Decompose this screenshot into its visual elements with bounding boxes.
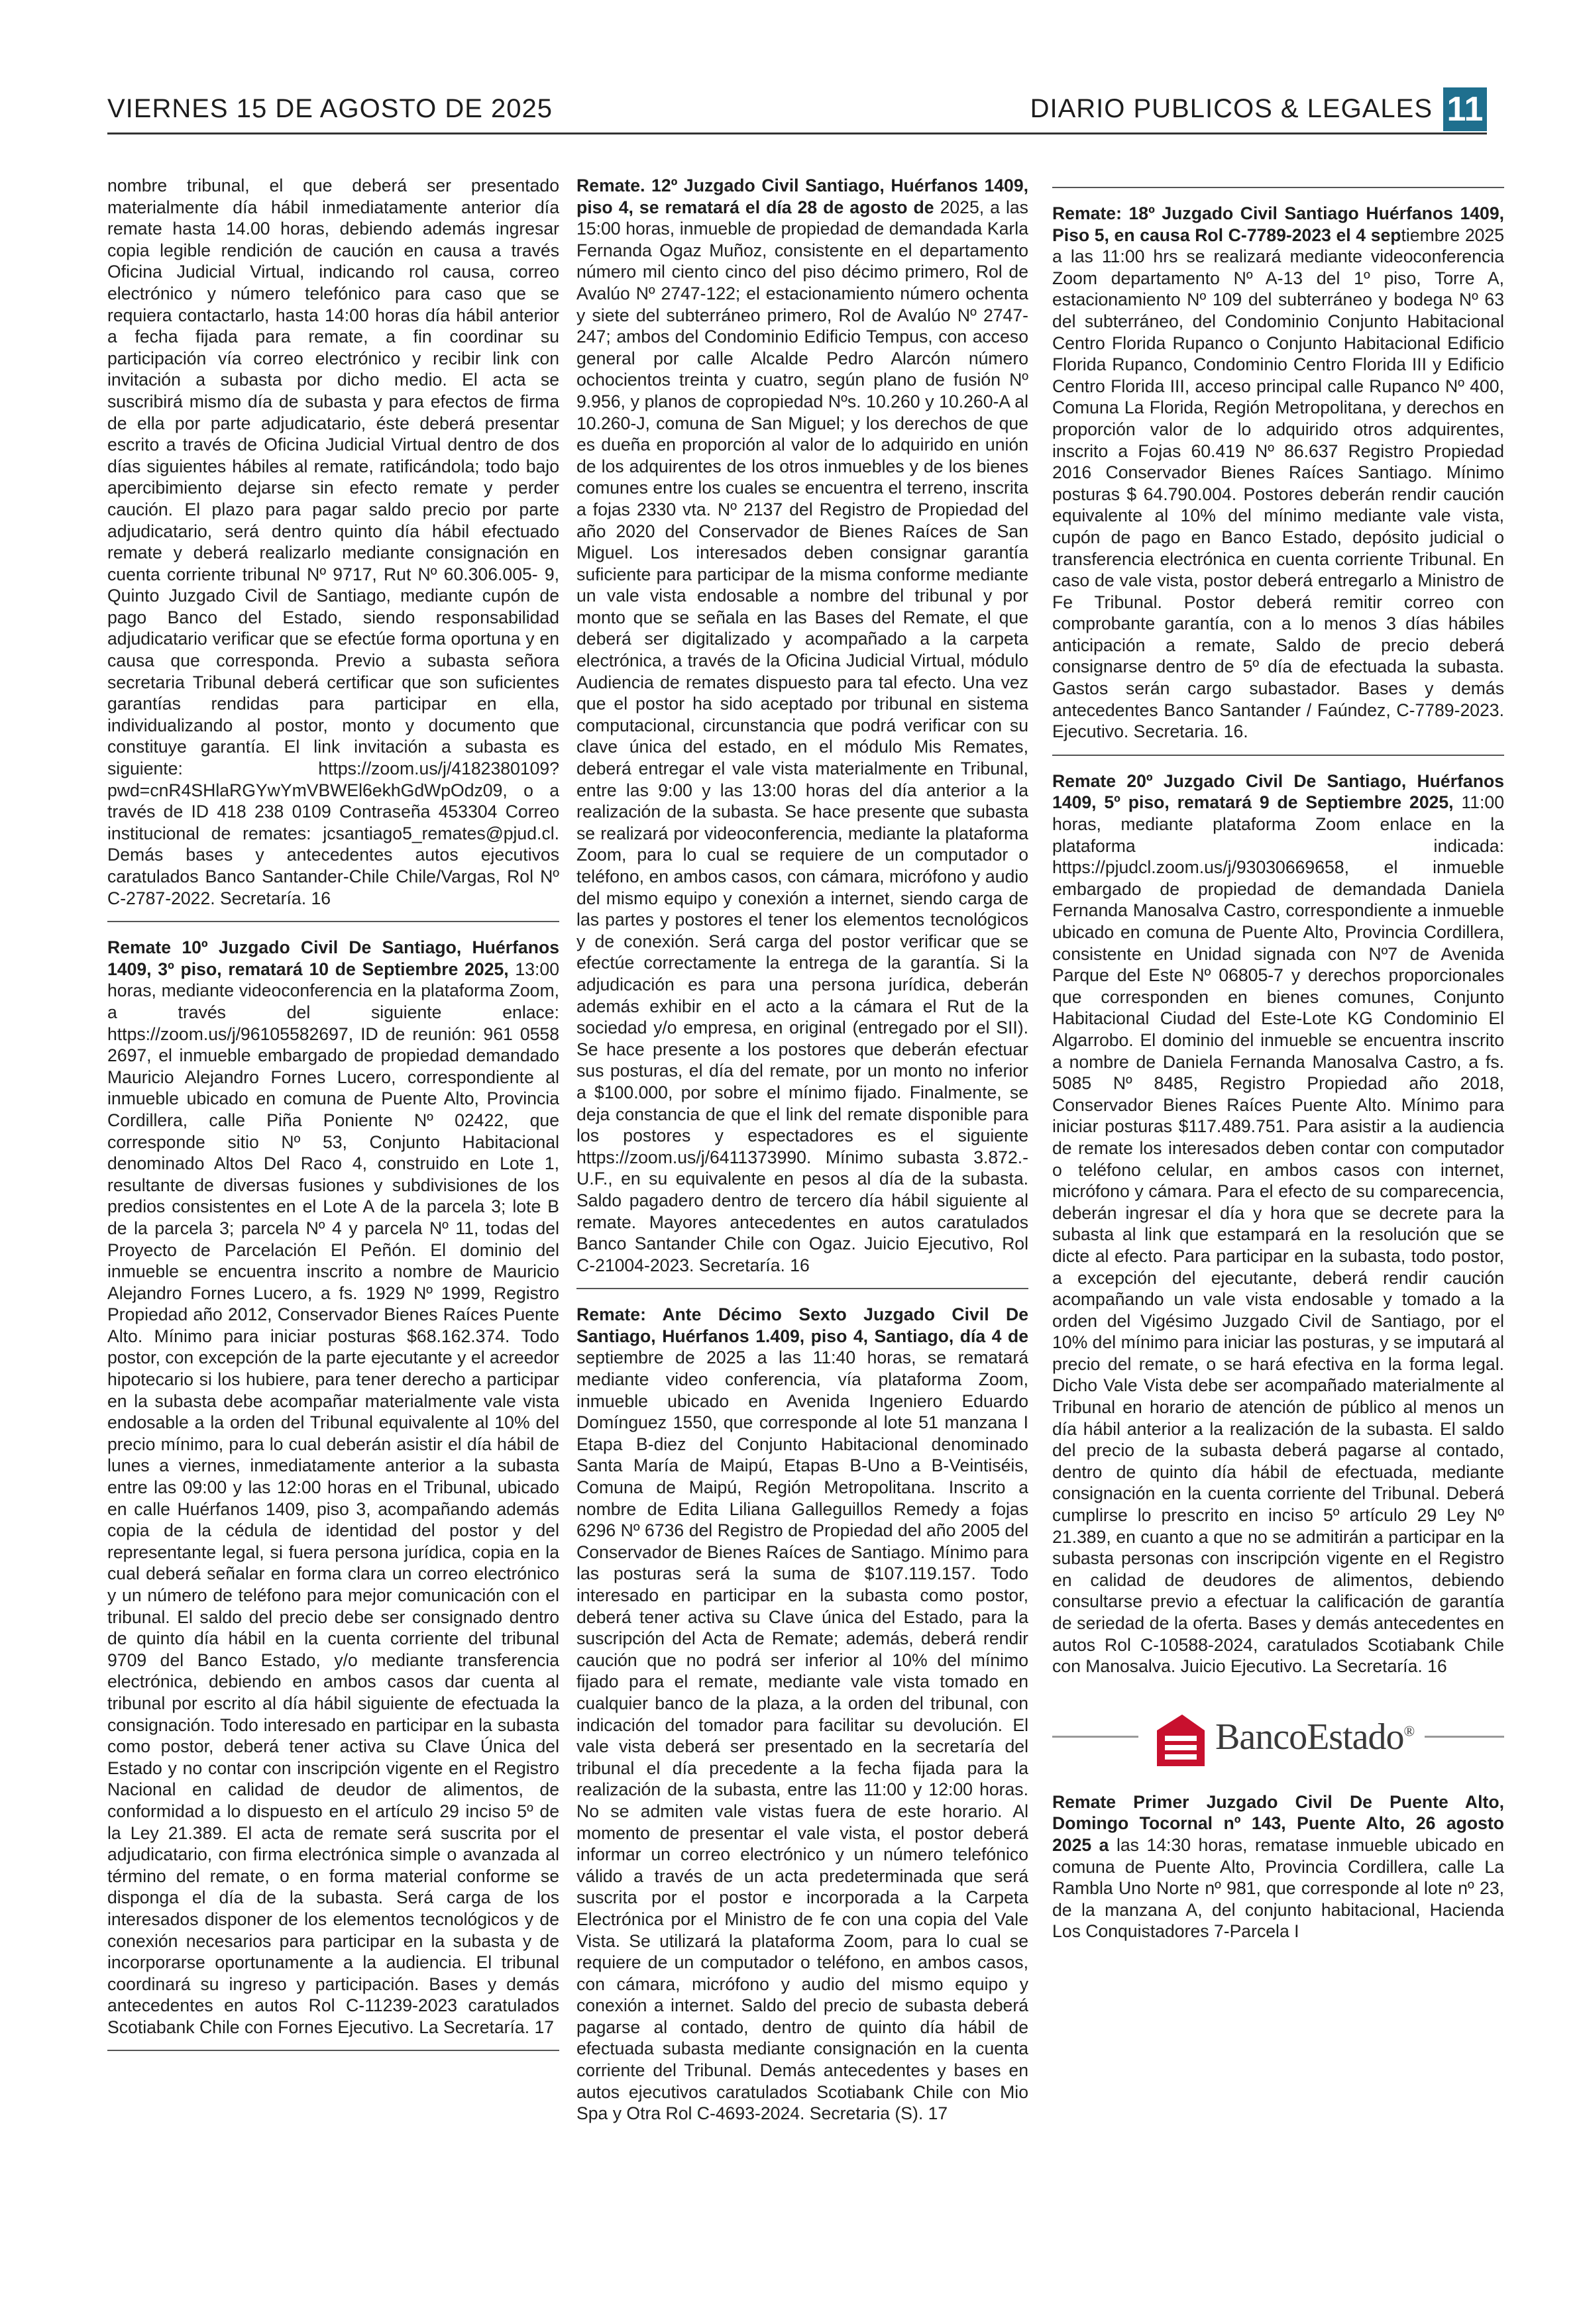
bancoestado-logo	[1052, 1692, 1504, 1785]
logo-rule-left	[1052, 1736, 1138, 1738]
column-1	[107, 175, 559, 2288]
notice-body: 11:00 horas, mediante plataforma Zoom enlace en la plataforma indicada: https://pjudcl.zoom.us/j/93030669658, el inmueble embargado de propiedad de demandada Daniela Fernanda Manosalva Castro, correspondiente a inmueble ubicado en comuna de Puente Alto, Provincia Cordillera, consistente en Unidad signada con Nº7 de Avenida Parque del Este Nº 06805-7 y derechos proporcionales que corresponden en bienes comunes, Conjunto Habitacional Ciudad del Este-Lote KG Condominio El Algarrobo. El dominio del inmueble se encuentra inscrito a nombre de Daniela Fernanda Manosalva Castro, a fs. 5085 Nº 8485, Registro Propiedad año 2018, Conservador Bienes Raíces Puente Alto. Mínimo para iniciar posturas $117.489.751. Para asistir a la audiencia de remate los interesados deben contar con computador o teléfono celular, en ambos casos con internet, micrófono y cámara. Para el efecto de su comparecencia, deberán ingresar el día y hora que se decrete para la subasta al link que estampará en la resolución que se dicte al efecto. Para participar en la subasta, todo postor, a excepción del ejecutante, deberá rendir caución acompañando un vale vista endosable y tomado a la orden del Vigésimo Juzgado Civil de Santiago, por el 10% del mínimo para iniciar las posturas, y se imputará al precio del remate, o se hará efectiva en la forma legal. Dicho Vale Vista debe ser acompañado materialmente al Tribunal en horario de atención de público al menos un día hábil anterior a la realización de la subasta. El saldo del precio de la subasta deberá pagarse al contado, dentro de quinto día hábil de efectuada, mediante consignación en la cuenta corriente del Tribunal. Deberá cumplirse lo prescrito en inciso 5º artículo 29 Ley Nº 21.389, en cuanto a que no se admitirán a participar en la subasta personas con inscripción vigente en el Registro en calidad de deudores de alimentos, debiendo consultarse previo a efectuar la calificación de garantía de seriedad de la oferta. Bases y demás antecedentes en autos Rol C-10588-2024, caratulados Scotiabank Chile con Manosalva. Juicio Ejecutivo. La Secretaría. 16	[1052, 792, 1504, 1677]
logo-rule-right	[1425, 1736, 1504, 1738]
legal-notice	[1052, 203, 1504, 743]
legal-notice	[107, 937, 559, 2038]
page-number-badge: 11	[1443, 87, 1487, 131]
page-header	[107, 90, 1487, 132]
legal-notice	[1052, 770, 1504, 1677]
notice-title: Remate. 12º Juzgado Civil Santiago, Huérfanos 1409, piso 4, se rematará el día 28 de agosto de	[576, 176, 1028, 217]
header-rule	[107, 132, 1487, 134]
legal-notice	[576, 1304, 1028, 2125]
notice-body: tiembre 2025 a las 11:00 hrs se realizará mediante videoconferencia Zoom departamento Nº A-13 del 1º piso, Torre A, estacionamiento Nº 109 del subterráneo y bodega Nº 63 del subterráneo, del Condominio Conjunto Habitacional Centro Florida Rupanco o Conjunto Habitacional Edificio Florida Rupanco, Condominio Centro Florida III y Edificio Centro Florida III, acceso principal calle Rupanco Nº 400, Comuna La Florida, Región Metropolitana, y derechos en proporción valor de lo adquirido otros adquirentes, inscrito a Fojas 60.419 Nº 86.637 Registro Propiedad 2016 Conservador Bienes Raíces Santiago. Mínimo posturas $ 64.790.004. Postores deberán rendir caución equivalente al 10% del mínimo mediante vale vista, cupón de pago en Banco Estado, depósito judicial o transferencia electrónica en cuenta corriente Tribunal. En caso de vale vista, postor deberá entregarlo a Ministro de Fe Tribunal. Postor deberá remitir correo con comprobante garantía, con a lo menos 3 días hábiles anticipación a remate, Saldo de precio deberá consignarse dentro de 5º día de efectuada la subasta. Gastos serán cargo subastador. Bases y demás antecedentes Banco Santander / Faúndez, C-7789-2023. Ejecutivo. Secretaria. 16.	[1052, 225, 1504, 742]
legal-notice	[107, 175, 559, 909]
notice-divider	[107, 2050, 559, 2051]
notice-body: nombre tribunal, el que deberá ser presentado materialmente día hábil inmediatamente anterior día remate hasta 14.00 horas, debiendo además ingresar copia legible rendición de caución en causa a través Oficina Judicial Virtual, indicando rol causa, correo electrónico y número telefónico para caso que se requiera contactarlo, hasta 14:00 horas día hábil anterior a fecha fijada para remate, a fin coordinar su participación vía correo electrónico y recibir link con invitación a subasta por dicho medio. El acta se suscribirá mismo día de subasta y para efectos de firma de ella por parte adjudicatario, éste deberá presentar escrito a través de Oficina Judicial Virtual dentro de dos días siguientes hábiles al remate, ratificándola; todo bajo apercibimiento dejarse sin efecto remate y perder caución. El plazo para pagar saldo precio por parte adjudicatario, será dentro quinto día hábil efectuado remate y deberá realizarlo mediante consignación en cuenta corriente tribunal Nº 9717, Rut Nº 60.306.005- 9, Quinto Juzgado Civil de Santiago, mediante cupón de pago Banco del Estado, siendo responsabilidad adjudicatario verificar que se efectúe forma oportuna y en causa que corresponda. Previo a subasta señora secretaria Tribunal deberá certificar que son suficientes garantías rendidas para participar en ella, individualizando al postor, monto y documento que constituye garantía. El link invitación a subasta es siguiente: https://zoom.us/j/4182380109?pwd=cnR4SHlaRGYwYmVBWEl6ekhGdWpOdz09, o a través de ID 418 238 0109 Contraseña 453304 Correo institucional de remates: jcsantiago5_remates@pjud.cl. Demás bases y antecedentes autos ejecutivos caratulados Banco Santander-Chile Chile/Vargas, Rol Nº C-2787-2022. Secretaría. 16	[107, 176, 559, 908]
notice-body: 2025, a las 15:00 horas, inmueble de propiedad de demandada Karla Fernanda Ogaz Muñoz, consistente en el departamento número mil ciento cinco del piso décimo primero, Rol de Avalúo Nº 2747-122; el estacionamiento número ochenta y siete del subterráneo primero, Rol de Avalúo Nº 2747-247; ambos del Condominio Edificio Tempus, con acceso general por calle Alcalde Pedro Alarcón número ochocientos treinta y cuatro, según plano de fusión Nº 9.956, y planos de copropiedad Nºs. 10.260 y 10.260-A al 10.260-J, comuna de San Miguel; y los derechos de que es dueña en proporción al valor de lo adquirido en unión de los adquirentes de los otros inmuebles y de los bienes comunes entre los cuales se encuentra el terreno, inscrita a fojas 2330 vta. Nº 2137 del Registro de Propiedad del año 2020 del Conservador de Bienes Raíces de San Miguel. Los interesados deben consignar garantía suficiente para participar de la misma conforme mediante un vale vista endosable a nombre del tribunal y por monto que se señala en las Bases del Remate, el que deberá ser digitalizado y acompañado a la carpeta electrónica, a través de la Oficina Judicial Virtual, módulo Audiencia de remates dispuesto para tal efecto. Una vez que el postor ha sido aceptado por tribunal en sistema computacional, circunstancia que podrá verificar con su clave única del estado, en el módulo Mis Remates, deberá entregar el vale vista materialmente en Tribunal, entre las 9:00 y las 13:00 horas del día anterior a la realización de la subasta. Se hace presente que subasta se realizará por videoconferencia, mediante la plataforma Zoom, para lo cual se requiere de un computador o teléfono, en ambos casos, con cámara, micrófono y audio del mismo equipo y conexión a internet, siendo carga de las partes y postores el tener los elementos tecnológicos y de conexión. Será carga del postor verificar que se efectúe correctamente la entrega de la garantía. Si la adjudicación es para una persona jurídica, deberán además exhibir en el acto a la cámara el Rut de la sociedad y/o empresa, en original (entregado por el SII). Se hace presente a los postores que deberán efectuar sus posturas, el día del remate, por un monto no inferior a $100.000, por sobre el mínimo fijado. Finalmente, se deja constancia de que el link del remate disponible para los postores y espectadores es el siguiente https://zoom.us/j/6411373990. Mínimo subasta 3.872.- U.F., en su equivalente en pesos al día de la subasta. Saldo pagadero dentro de tercero día hábil siguiente al remate. Mayores antecedentes en autos caratulados Banco Santander Chile con Ogaz. Juicio Ejecutivo, Rol C-21004-2023. Secretaría. 16	[576, 197, 1028, 1275]
legal-notice	[576, 175, 1028, 1276]
issue-date: VIERNES 15 DE AGOSTO DE 2025	[107, 94, 553, 123]
column-3	[1052, 175, 1504, 2288]
notice-body: las 14:30 horas, rematase inmueble ubicado en comuna de Puente Alto, Provincia Cordillera, calle La Rambla Uno Norte nº 981, que corresponde al lote nº 23, de la manzana A, del conjunto habitacional, Hacienda Los Conquistadores 7-Parcela I	[1052, 1834, 1504, 1942]
notice-title: Remate: 18º Juzgado Civil Santiago Huérfanos 1409, Piso 5, en causa Rol C-7789-2023 el 4 sep	[1052, 203, 1504, 245]
bancoestado-wordmark: BancoEstado®	[1215, 1716, 1415, 1758]
notice-title: Remate Primer Juzgado Civil De Puente Alto, Domingo Tocornal nº 143, Puente Alto, 26 agosto 2025 a	[1052, 1791, 1504, 1855]
notice-divider	[576, 1288, 1028, 1289]
notice-body: septiembre de 2025 a las 11:40 horas, se rematará mediante video conferencia, vía plataforma Zoom, inmueble ubicado en Avenida Ingeniero Eduardo Domínguez 1550, que corresponde al lote 51 manzana I Etapa B-diez del Conjunto Habitacional denominado Santa María de Maipú, Etapas B-Uno a B-Veintiséis, Comuna de Maipú, Región Metropolitana. Inscrito a nombre de Edita Liliana Galleguillos Remedy a fojas 6296 Nº 6736 del Registro de Propiedad del año 2005 del Conservador de Bienes Raíces de Santiago. Mínimo para las posturas será la suma de $107.119.157. Todo interesado en participar en la subasta como postor, deberá tener activa su Clave única del Estado, para la suscripción del Acta de Remate; además, deberá rendir caución que no podrá ser inferior al 10% del mínimo fijado para el remate, mediante vale vista tomado en cualquier banco de la plaza, a la orden del tribunal, con indicación del tomador para facilitar su devolución. El vale vista deberá ser presentado en la secretaría del tribunal el día precedente a la fecha fijada para la realización de la subasta, entre las 11:00 y 12:00 horas. No se admiten vale vistas fuera de este horario. Al momento de presentar el vale vista, el postor deberá informar un correo electrónico y un número telefónico válido a través de un acta predeterminada que será suscrita por el postor e incorporada a la Carpeta Electrónica por el Ministro de fe con una copia del Vale Vista. Se utilizará la plataforma Zoom, para lo cual se requiere de un computador o teléfono, en ambos casos, con cámara, micrófono y audio del mismo equipo y conexión a internet. Saldo del precio de subasta deberá pagarse al contado, dentro de quinto día hábil de efectuada subasta mediante consignación en la cuenta corriente del Tribunal. Demás antecedentes y bases en autos ejecutivos caratulados Scotiabank Chile con Mio Spa y Otra Rol C-4693-2024. Secretaria (S). 17	[576, 1347, 1028, 2124]
column-2	[576, 175, 1028, 2288]
notice-body: 13:00 horas, mediante videoconferencia en la plataforma Zoom, a través del siguiente enlace: https://zoom.us/j/96105582697, ID de reunión: 961 0558 2697, el inmueble embargado de propiedad demandado Mauricio Alejandro Fornes Lucero, correspondiente al inmueble ubicado en comuna de Puente Alto, Provincia Cordillera, calle Piña Poniente Nº 02422, que corresponde sitio Nº 53, Conjunto Habitacional denominado Altos Del Raco 4, construido en Lote 1, resultante de diversas fusiones y subdivisiones de los predios consistentes en el Lote A de la parcela 3; lote B de la parcela 3; parcela Nº 4 y parcela Nº 11, todas del Proyecto de Parcelación El Peñón. El dominio del inmueble se encuentra inscrito a nombre de Mauricio Alejandro Fornes Lucero, a fs. 1929 Nº 1999, Registro Propiedad año 2012, Conservador Bienes Raíces Puente Alto. Mínimo para iniciar posturas $68.162.374. Todo postor, con excepción de la parte ejecutante y el acreedor hipotecario si los hubiere, para tener derecho a participar en la subasta debe acompañar materialmente vale vista endosable a la orden del Tribunal equivalente al 10% del precio mínimo, para lo cual deberán asistir el día hábil de lunes a viernes, inmediatamente anterior a la subasta entre las 09:00 y las 12:00 horas en el Tribunal, ubicado en calle Huérfanos 1409, piso 3, acompañando además copia de la cédula de identidad del postor y del representante legal, si fuera persona jurídica, copia en la cual deberá señalar en forma clara un correo electrónico y un número de teléfono para mejor comunicación con el tribunal. El saldo del precio debe ser consignado dentro de quinto día hábil en la cuenta corriente del tribunal 9709 del Banco Estado, y/o mediante transferencia electrónica, debiendo en ambos casos dar cuenta al tribunal por escrito al día hábil siguiente de efectuada la consignación. Todo interesado en participar en la subasta como postor, deberá tener activa su Clave Única del Estado y no contar con inscripción vigente en el Registro Nacional en calidad de deudor de alimentos, de conformidad a lo dispuesto en el artículo 29 inciso 5º de la Ley 21.389. El acta de remate será suscrita por el adjudicatario, con firma electrónica simple o avanzada al término del remate, o en forma material conforme se disponga el día de la subasta. Será carga de los interesados disponer de los elementos tecnológicos y de conexión necesarios para participar en la subasta y de incorporarse oportunamente a la audiencia. El tribunal coordinará su ingreso y participación. Bases y demás antecedentes en autos Rol C-11239-2023 caratulados Scotiabank Chile con Fornes Ejecutivo. La Secretaría. 17	[107, 959, 559, 2037]
notice-title: Remate 10º Juzgado Civil De Santiago, Huérfanos 1409, 3º piso, rematará 10 de Septiembre 2025,	[107, 937, 559, 979]
legal-notice	[1052, 1791, 1504, 1942]
bancoestado-mark-icon	[1150, 1705, 1210, 1771]
notice-title: Remate 20º Juzgado Civil De Santiago, Huérfanos 1409, 5º piso, rematará 9 de Septiembre 2025,	[1052, 770, 1504, 813]
notice-title: Remate: Ante Décimo Sexto Juzgado Civil De Santiago, Huérfanos 1.409, piso 4, Santiago, día 4 de	[576, 1304, 1028, 1346]
notice-divider	[1052, 187, 1504, 188]
newspaper-name: DIARIO PUBLICOS & LEGALES	[1030, 94, 1433, 123]
notice-divider	[1052, 755, 1504, 756]
notice-divider	[107, 921, 559, 922]
